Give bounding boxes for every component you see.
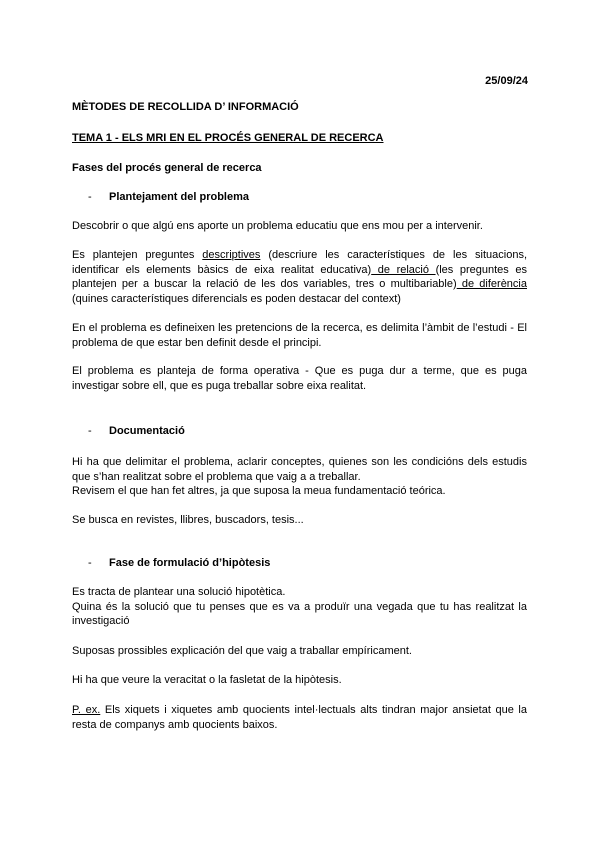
section-heading-label: Documentació — [109, 425, 185, 437]
section-heading-label: Fase de formulació d’hipòtesis — [109, 557, 271, 569]
paragraph-question-types — [72, 248, 527, 306]
fases-heading: Fases del procés general de recerca — [72, 162, 262, 174]
text-line: Hi ha que delimitar el problema, aclarir conceptes, quienes son les condicións dels estudis que s’han realitzat sobre el problema que vaig a a treballar. — [72, 456, 527, 483]
text-run: Es plantejen preguntes — [72, 249, 203, 261]
paragraph-example — [72, 703, 527, 732]
tema-heading: TEMA 1 - ELS MRI EN EL PROCÉS GENERAL DE RECERCA — [72, 132, 384, 144]
term-descriptives: descriptives — [202, 249, 261, 261]
term-de-relacio: de relació — [371, 263, 436, 276]
paragraph: Suposas prossibles explicación del que vaig a traballar empíricament. — [72, 645, 412, 657]
bullet-dash: - — [88, 557, 92, 569]
paragraph-hipotesis — [72, 585, 527, 629]
document-date: 25/09/24 — [485, 75, 528, 87]
paragraph: Descobrir o que algú ens aporte un problema educatiu que ens mou per a intervenir. — [72, 220, 483, 232]
section-heading-documentacio — [88, 424, 518, 439]
text-run: Els xiquets i xiquetes amb quocients intel·lectuals alts tindran major ansietat que la resta de companys amb quocients baixos. — [72, 704, 527, 731]
paragraph: En el problema es defineixen les pretencions de la recerca, es delimita l’àmbit de l’estudi - El problema de que estar ben definit desde el principi. — [72, 322, 527, 349]
section-heading-plantejament — [88, 190, 518, 205]
bullet-dash: - — [88, 425, 92, 437]
text-line: Revisem el que han fet altres, ja que suposa la meua fundamentació teórica. — [72, 485, 446, 497]
section-heading-label: Plantejament del problema — [109, 191, 249, 203]
section-heading-hipotesis — [88, 556, 518, 571]
paragraph: Se busca en revistes, llibres, buscadors, tesis... — [72, 514, 304, 526]
bullet-dash: - — [88, 191, 92, 203]
text-run: (les preguntes es plantejen per a buscar la relació de les dos variables, tres o multibariable) — [72, 263, 527, 290]
paragraph: El problema es planteja de forma operativa - Que es puga dur a terme, que es puga investigar sobre ell, que es puga treballar sobre eixa realitat. — [72, 365, 527, 392]
text-line: Quina és la solució que tu penses que es va a produïr una vegada que tu has realitzat la investigació — [72, 600, 527, 627]
text-run: (quines característiques diferencials es poden destacar del context) — [72, 292, 401, 305]
paragraph: Hi ha que veure la veracitat o la fasletat de la hipòtesis. — [72, 674, 342, 686]
text-line: Es tracta de plantear una solució hipotètica. — [72, 586, 286, 598]
paragraph-documentacio — [72, 455, 527, 499]
example-label: P. ex. — [72, 704, 101, 716]
term-de-diferencia: de diferència — [456, 278, 527, 290]
text-run: (descriure les característiques de les situacions, identificar els elements bàsics de eixa realitat educativa) — [72, 249, 527, 276]
document-title: MÈTODES DE RECOLLIDA D’ INFORMACIÓ — [72, 101, 299, 113]
